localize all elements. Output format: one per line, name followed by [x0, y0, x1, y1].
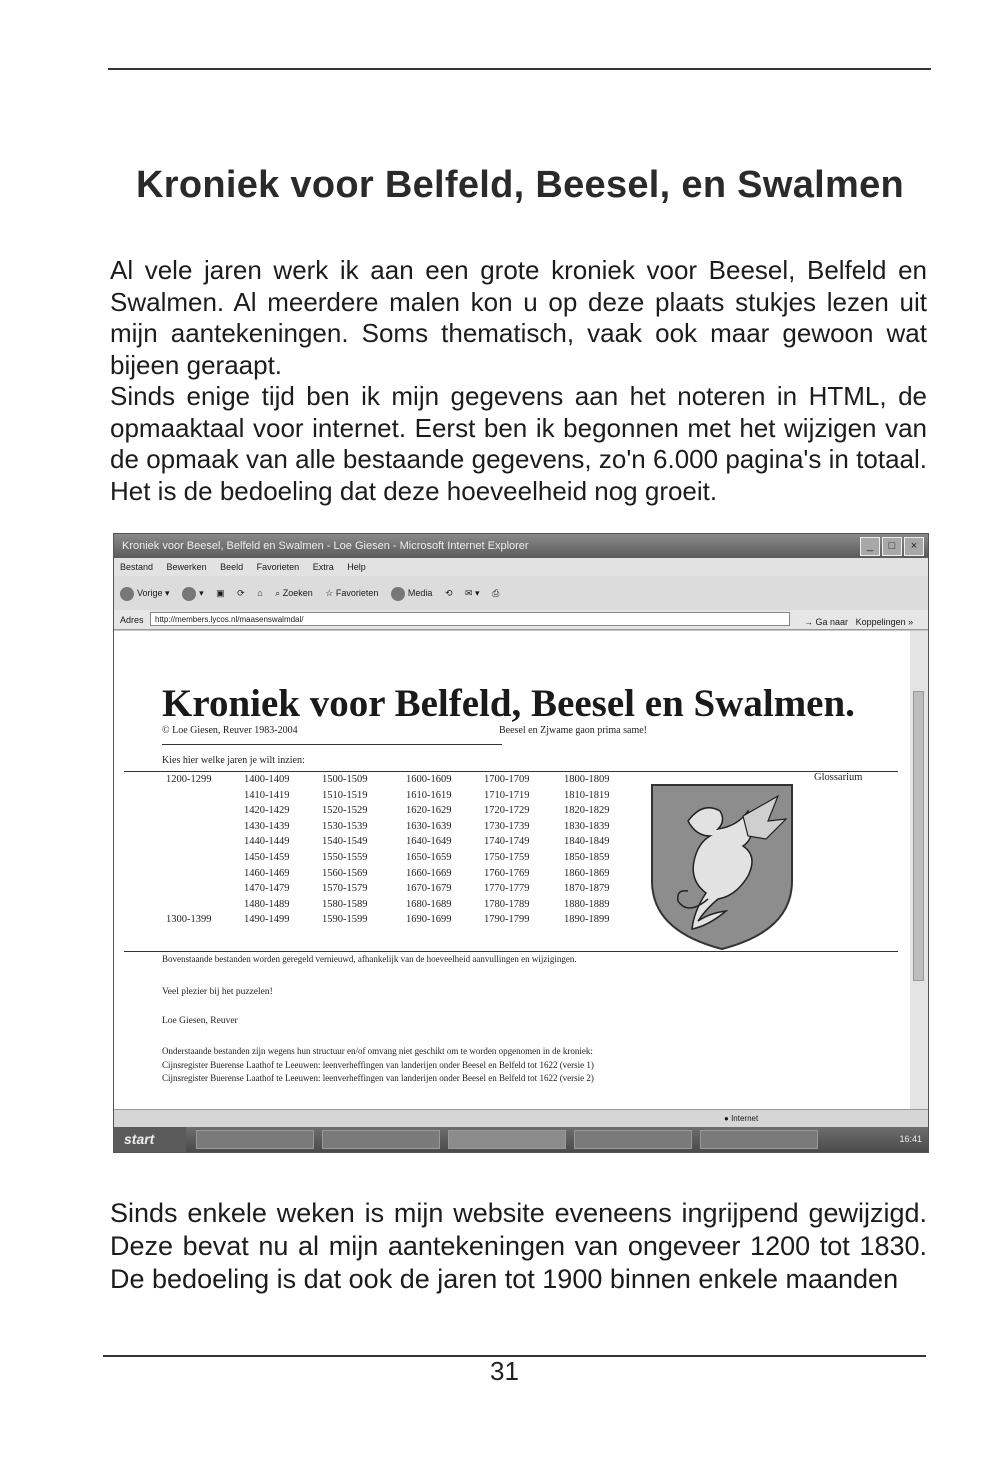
year-link[interactable]: 1540-1549 — [322, 836, 368, 848]
year-link[interactable]: 1490-1499 — [244, 914, 290, 926]
year-column-5 — [484, 772, 530, 928]
year-link[interactable]: 1560-1569 — [322, 867, 368, 879]
year-link[interactable]: 1460-1469 — [244, 867, 290, 879]
year-link[interactable]: 1810-1819 — [564, 789, 610, 801]
year-link[interactable]: 1620-1629 — [406, 805, 452, 817]
year-link[interactable]: 1650-1659 — [406, 851, 452, 863]
status-bar — [114, 1109, 928, 1128]
year-link[interactable]: 1470-1479 — [244, 883, 290, 895]
site-extra-files — [162, 1045, 594, 1086]
taskbar-item-active[interactable] — [448, 1130, 566, 1149]
year-link[interactable]: 1770-1779 — [484, 883, 530, 895]
page-title: Kroniek voor Belfeld, Beesel, en Swalmen — [135, 164, 905, 206]
back-icon — [120, 587, 134, 601]
year-link[interactable]: 1890-1899 — [564, 914, 610, 926]
intro-paragraph-1: Al vele jaren werk ik aan een grote kroniek voor Beesel, Belfeld en Swalmen. Al meerdere malen kon u op deze plaats stukjes lezen uit mijn aantekeningen. Soms thematisch, vaak ook maar gewoon wat bijeen geraapt. — [110, 255, 927, 380]
year-link[interactable]: 1800-1809 — [564, 774, 610, 785]
intro-paragraph-2: Sinds enige tijd ben ik mijn gegevens aan het noteren in HTML, de opmaaktaal voor internet. Eerst ben ik begonnen met het wijzigen van de opmaak van alle bestaande gegevens, zo'n 6.000 pagina's in totaal. Het is de bedoeling dat deze hoeveelheid nog groeit. — [110, 381, 927, 506]
stop-button[interactable]: ▣ — [216, 588, 225, 598]
go-button[interactable]: → Ga naar Koppelingen » — [804, 617, 914, 627]
year-link[interactable]: 1630-1639 — [406, 820, 452, 832]
toolbar — [114, 576, 928, 610]
minimize-icon[interactable]: _ — [860, 537, 880, 556]
year-link[interactable]: 1580-1589 — [322, 898, 368, 910]
mail-button[interactable]: ✉ ▾ — [465, 588, 480, 598]
year-link[interactable]: 1670-1679 — [406, 883, 452, 895]
site-copyright: © Loe Giesen, Reuver 1983-2004 — [162, 725, 298, 736]
site-motto: Beesel en Zjwame gaon prima same! — [499, 725, 647, 736]
year-link[interactable]: 1590-1599 — [322, 914, 368, 926]
site-title: Kroniek voor Belfeld, Beesel en Swalmen. — [162, 682, 855, 725]
year-link[interactable]: 1480-1489 — [244, 898, 290, 910]
year-link[interactable]: 1760-1769 — [484, 867, 530, 879]
start-button[interactable]: start — [114, 1127, 186, 1152]
year-link[interactable]: 1740-1749 — [484, 836, 530, 848]
year-link[interactable]: 1780-1789 — [484, 898, 530, 910]
year-link[interactable]: 1440-1449 — [244, 836, 290, 848]
year-link[interactable]: 1300-1399 — [166, 914, 212, 926]
year-link[interactable]: 1520-1529 — [322, 805, 368, 817]
year-link[interactable]: 1700-1709 — [484, 774, 530, 785]
divider — [162, 744, 502, 745]
clock: 16:41 — [899, 1134, 922, 1144]
menu-bar — [114, 558, 928, 576]
year-column-1 — [166, 772, 212, 928]
media-button[interactable]: Media — [391, 576, 433, 610]
site-author: Loe Giesen, Reuver — [162, 1016, 238, 1026]
menu-beeld[interactable]: Beeld — [220, 562, 244, 572]
dragon-coat-of-arms-icon — [648, 781, 796, 951]
taskbar — [114, 1127, 928, 1152]
year-link[interactable]: 1550-1559 — [322, 851, 368, 863]
page-content — [114, 631, 910, 1109]
glossary-link[interactable]: Glossarium — [814, 772, 863, 783]
address-bar — [114, 610, 928, 630]
outro-text — [110, 1197, 927, 1296]
extra-file-link[interactable]: Cijnsregister Buerense Laathof te Leeuwen: leenverheffingen van landerijen onder Beesel en Belfeld tot 1622 (versie 1) — [162, 1059, 594, 1070]
year-link[interactable]: 1750-1759 — [484, 851, 530, 863]
search-icon: ⌕ — [275, 588, 281, 598]
year-link[interactable]: 1710-1719 — [484, 789, 530, 801]
year-link[interactable]: 1830-1839 — [564, 820, 610, 832]
search-button[interactable]: ⌕ Zoeken — [275, 588, 313, 598]
page-number: 31 — [490, 1356, 519, 1386]
year-link[interactable]: 1430-1439 — [244, 820, 290, 832]
forward-button[interactable]: ▾ — [182, 576, 204, 610]
year-link[interactable]: 1510-1519 — [322, 789, 368, 801]
print-button[interactable]: ⎙ — [492, 588, 500, 598]
top-rule — [108, 68, 931, 70]
star-icon: ☆ — [325, 588, 334, 598]
site-greeting: Veel plezier bij het puzzelen! — [162, 987, 273, 997]
close-icon[interactable]: × — [904, 537, 924, 556]
refresh-button[interactable]: ⟳ — [237, 588, 245, 598]
status-zone: ● Internet — [724, 1114, 759, 1123]
media-icon — [391, 587, 405, 601]
maximize-icon[interactable]: □ — [882, 537, 902, 556]
divider — [124, 951, 898, 952]
year-link[interactable]: 1840-1849 — [564, 836, 610, 848]
year-link[interactable]: 1600-1609 — [406, 774, 452, 785]
year-link[interactable]: 1500-1509 — [322, 774, 368, 785]
year-link[interactable]: 1820-1829 — [564, 805, 610, 817]
address-input[interactable]: http://members.lycos.nl/maasenswalmdal/ — [150, 612, 790, 626]
menu-extra[interactable]: Extra — [312, 562, 334, 572]
forward-icon — [182, 587, 196, 601]
favorites-button[interactable]: ☆ Favorieten — [325, 588, 379, 598]
back-button[interactable]: Vorige ▾ — [120, 576, 170, 610]
year-column-3 — [322, 772, 368, 928]
scroll-thumb[interactable] — [913, 691, 924, 981]
vertical-scrollbar[interactable] — [910, 631, 928, 1109]
year-column-2 — [244, 772, 290, 928]
menu-favorieten[interactable]: Favorieten — [256, 562, 300, 572]
menu-bestand[interactable]: Bestand — [120, 562, 154, 572]
outro-paragraph: Sinds enkele weken is mijn website eveneens ingrijpend gewijzigd. Deze bevat nu al mijn aantekeningen van ongeveer 1200 tot 1830. De bedoeling is dat ook de jaren tot 1900 binnen enkele maanden — [110, 1198, 927, 1294]
site-choose-label: Kies hier welke jaren je wilt inzien: — [162, 755, 305, 766]
taskbar-item[interactable] — [574, 1130, 692, 1149]
site-note: Bovenstaande bestanden worden geregeld vernieuwd, afhankelijk van de hoeveelheid aanvullingen en wijzigingen. — [162, 954, 577, 964]
taskbar-item[interactable] — [196, 1130, 314, 1149]
year-link[interactable]: 1690-1699 — [406, 914, 452, 926]
year-link[interactable]: 1410-1419 — [244, 789, 290, 801]
intro-text — [110, 255, 927, 507]
year-link[interactable]: 1200-1299 — [166, 774, 212, 785]
year-link[interactable]: 1720-1729 — [484, 805, 530, 817]
browser-screenshot — [113, 533, 929, 1153]
year-link[interactable]: 1790-1799 — [484, 914, 530, 926]
year-link[interactable]: 1640-1649 — [406, 836, 452, 848]
history-button[interactable]: ⟲ — [444, 588, 453, 598]
year-link[interactable]: 1880-1889 — [564, 898, 610, 910]
year-link[interactable]: 1850-1859 — [564, 851, 610, 863]
year-link[interactable]: 1450-1459 — [244, 851, 290, 863]
window-title: Kroniek voor Beesel, Belfeld en Swalmen - Loe Giesen - Microsoft Internet Explorer — [122, 540, 529, 552]
home-button[interactable]: ⌂ — [257, 588, 263, 598]
year-link[interactable]: 1610-1619 — [406, 789, 452, 801]
year-link[interactable]: 1860-1869 — [564, 867, 610, 879]
year-column-4 — [406, 772, 452, 928]
year-link[interactable]: 1420-1429 — [244, 805, 290, 817]
taskbar-item[interactable] — [322, 1130, 440, 1149]
address-label: Adres — [120, 615, 144, 625]
extra-file-link[interactable]: Cijnsregister Buerense Laathof te Leeuwen: leenverheffingen van landerijen onder Beesel en Belfeld tot 1622 (versie 2) — [162, 1073, 594, 1083]
year-column-6 — [564, 772, 610, 928]
taskbar-item[interactable] — [700, 1130, 818, 1149]
year-link[interactable]: 1730-1739 — [484, 820, 530, 832]
window-titlebar — [114, 534, 928, 558]
year-link[interactable]: 1660-1669 — [406, 867, 452, 879]
year-link[interactable]: 1530-1539 — [322, 820, 368, 832]
year-link[interactable]: 1870-1879 — [564, 883, 610, 895]
menu-bewerken[interactable]: Bewerken — [166, 562, 207, 572]
menu-help[interactable]: Help — [347, 562, 366, 572]
extra-files-intro: Onderstaande bestanden zijn wegens hun structuur en/of omvang niet geschikt om te worden opgenomen in de kroniek: — [162, 1046, 593, 1056]
year-link[interactable]: 1570-1579 — [322, 883, 368, 895]
year-link[interactable]: 1400-1409 — [244, 774, 290, 785]
year-link[interactable]: 1680-1689 — [406, 898, 452, 910]
